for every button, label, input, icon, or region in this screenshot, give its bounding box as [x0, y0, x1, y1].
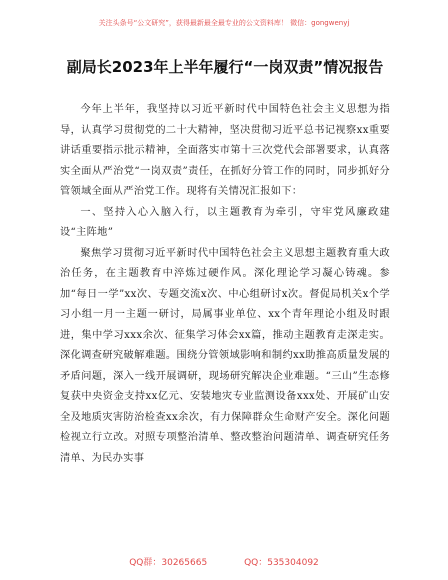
section-heading-1: 一、坚持入心入脑入行，以主题教育为牵引，守牢党风廉政建设“主阵地” — [60, 206, 390, 238]
paragraph-section-1: 聚焦学习贯彻习近平新时代中国特色社会主义思想主题教育重大政治任务，在主题教育中淬炼过硬作风。深化理论学习凝心铸魂。参加“每日一学”xx次、专题交流x次、中心组研讨x次。督促局机关x个学习小组一月一主题一研讨，局属事业单位、xx个青年理论小组及时跟进，集中学习xxx余次、征集学习体会xx篇，推动主题教育走深走实。深化调查研究破解难题。围绕分管领域影响和制约xx助推高质量发展的矛盾问题，深入一线开展调研，现场研究解决企业难题。“三山”生态修复获中央资金支持xx亿元、安装地灾专业监测设备xxx处、开展矿山安全及地质灾害防治检查xx余次，有力保障群众生命财产安全。深化问题检视立行立改。对照专项整治清单、整改整治问题清单、调查研究任务清单、为民办实事 — [60, 247, 390, 464]
footer-qq-group: QQ群：30265665 — [129, 558, 208, 568]
footer-qq: QQ：535304092 — [244, 558, 319, 568]
paragraph-intro: 今年上半年，我坚持以习近平新时代中国特色社会主义思想为指导，认真学习贯彻党的二十大精神，坚决贯彻习近平总书记视察xx重要讲话重要指示批示精神，全面落实市第十三次党代会部署要求，认真落实全面从严治党“一岗双责”责任，在抓好分管工作的同时，同步抓好分管领域全面从严治党工作。现将有关情况汇报如下： — [60, 104, 390, 197]
header-banner: 关注头条号“公文研究”，获得最新最全最专业的公文资料库！ 微信：gongwenyj — [98, 19, 350, 27]
document-body — [60, 100, 390, 469]
document-title: 副局长2023年上半年履行“一岗双责”情况报告 — [66, 58, 384, 76]
footer-contact — [0, 555, 448, 568]
